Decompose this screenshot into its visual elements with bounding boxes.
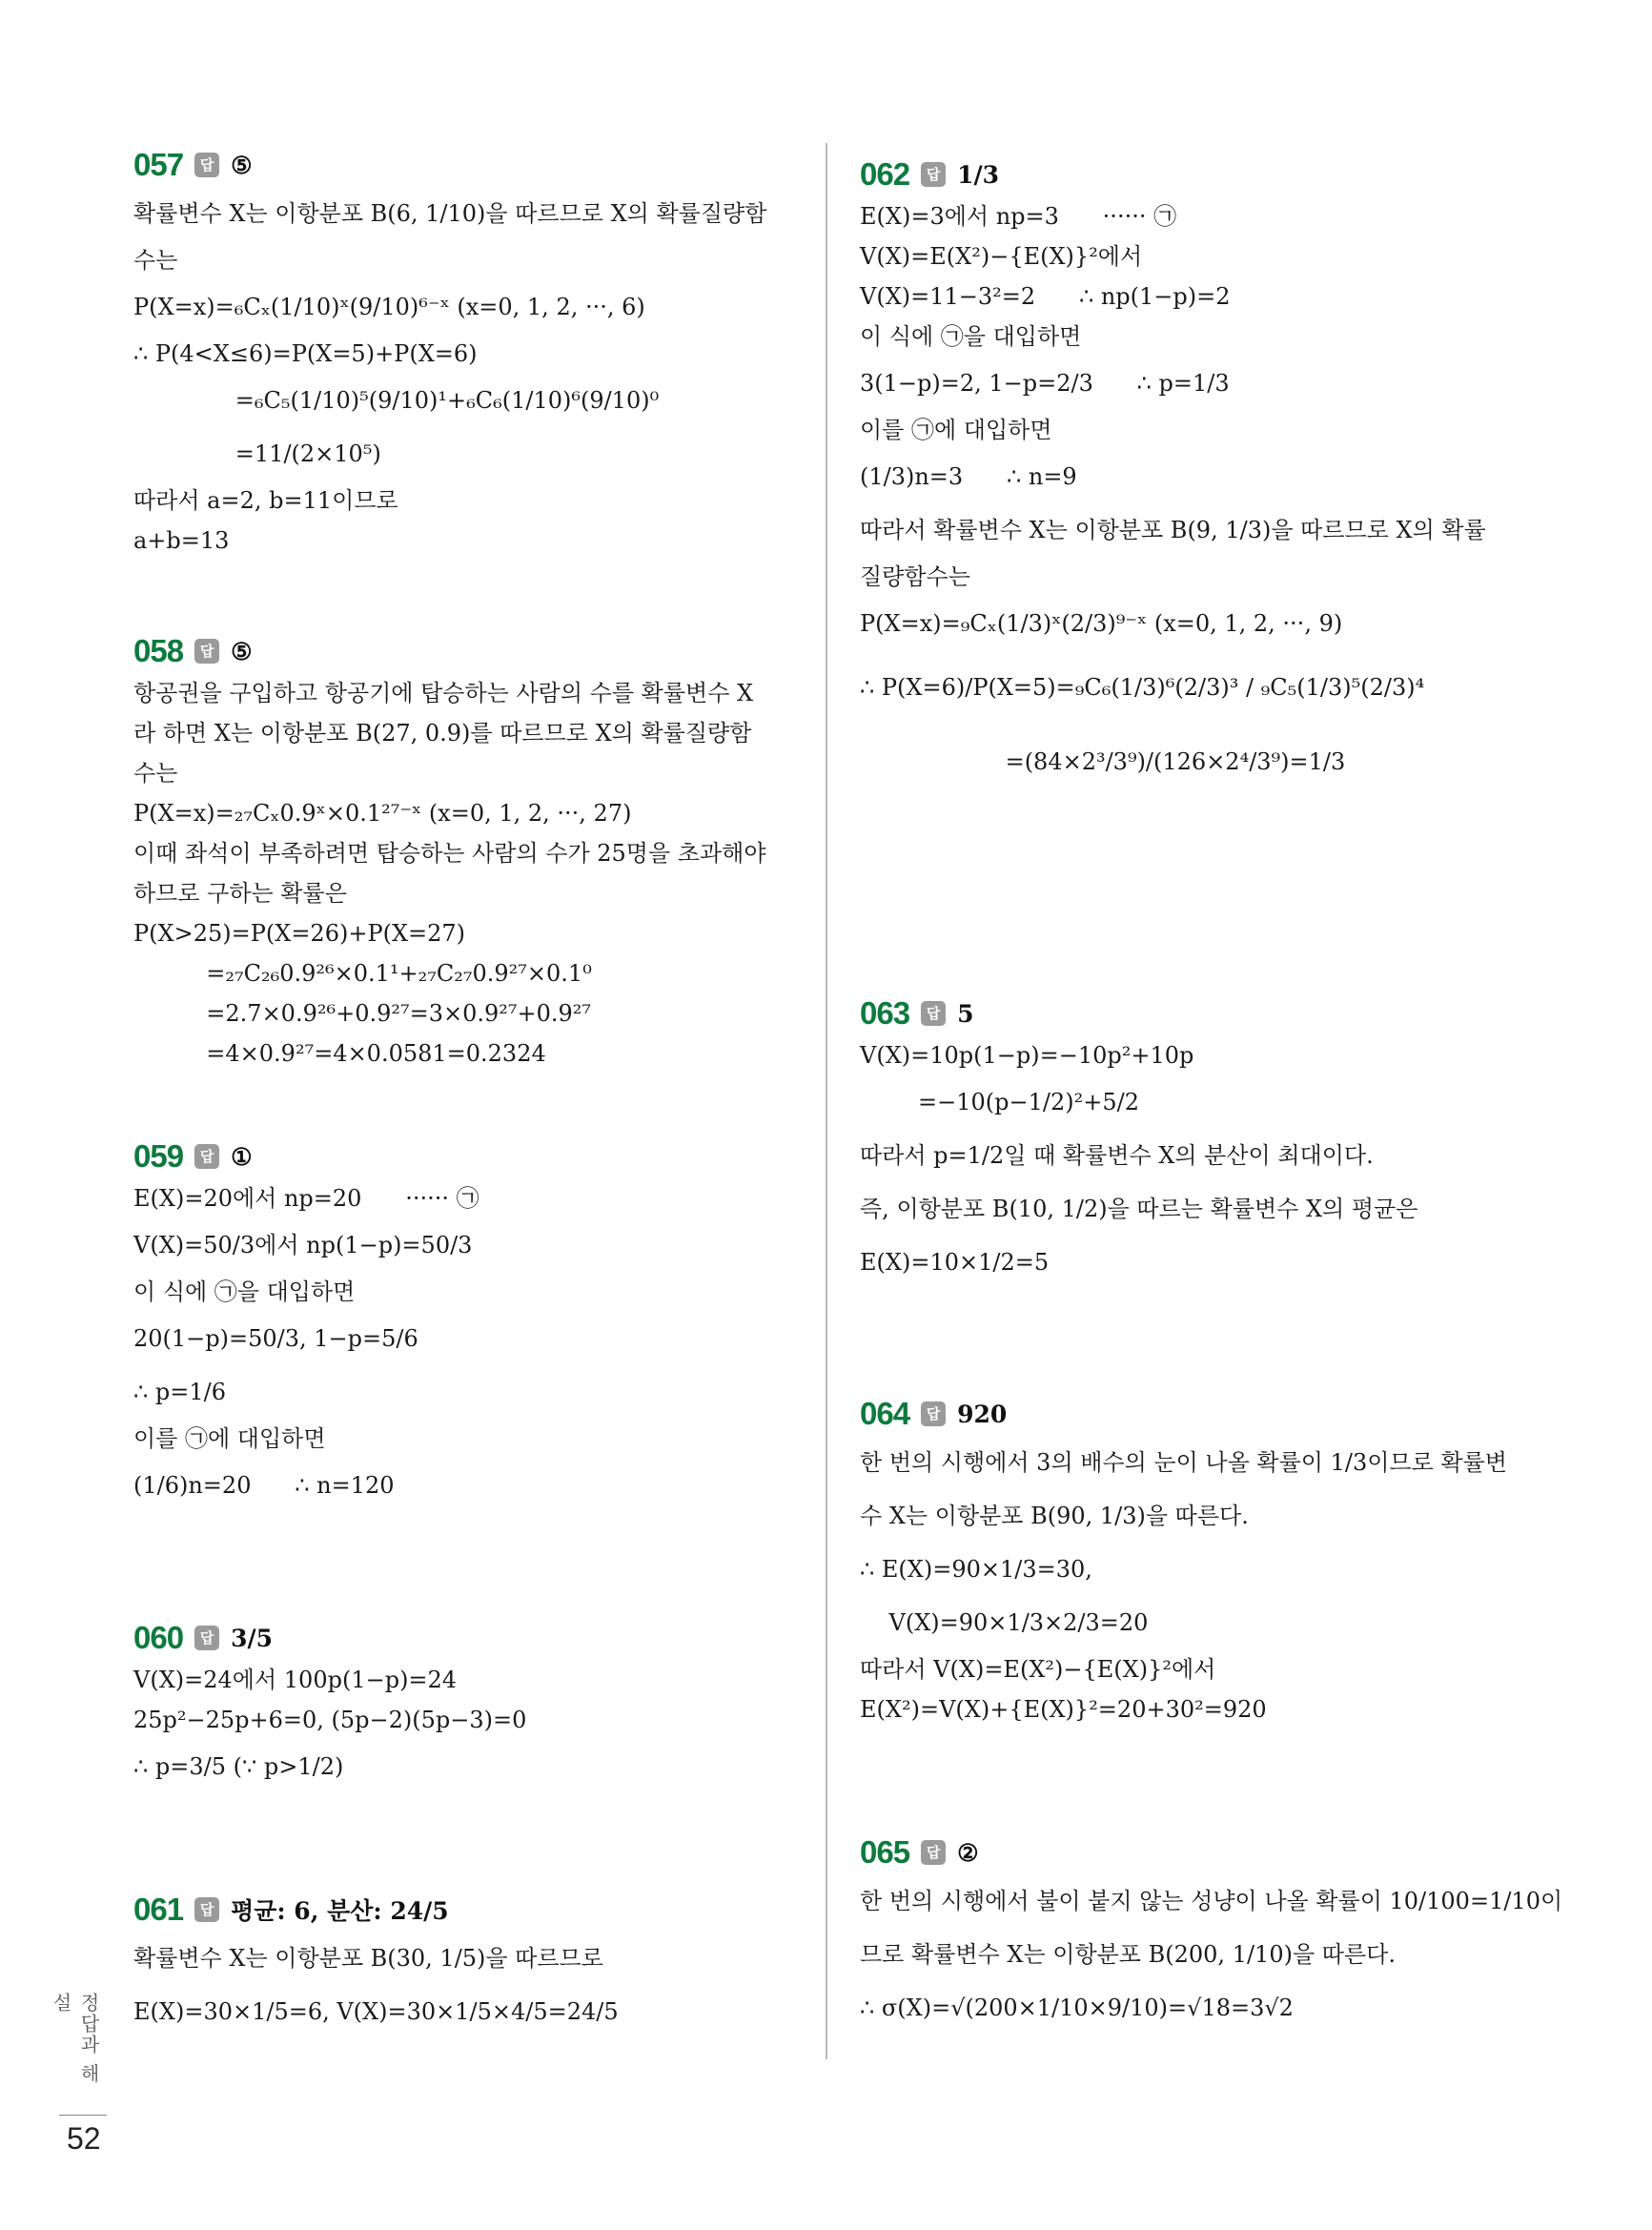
solution-line: ∴ P(4<X≤6)=P(X=5)+P(X=6)	[133, 340, 478, 367]
solution-line: P(X>25)=P(X=26)+P(X=27)	[133, 920, 466, 947]
answer-value: 1/3	[957, 160, 999, 189]
answer-tag: 답	[194, 1897, 219, 1922]
solution-line: (1/3)n=3 ∴ n=9	[860, 463, 1077, 490]
answer-tag: 답	[921, 1001, 946, 1026]
answer-value: 평균: 6, 분산: 24/5	[231, 1897, 449, 1925]
solution-line: ∴ σ(X)=√(200×1/10×9/10)=√18=3√2	[860, 1995, 1294, 2021]
problem-header	[133, 1616, 801, 1660]
problem-number: 061	[133, 1892, 184, 1927]
solution-line: V(X)=10p(1−p)=−10p²+10p	[860, 1042, 1194, 1069]
problem-062	[860, 153, 1527, 799]
answer-value: ⑤	[231, 637, 253, 665]
solution-line: V(X)=90×1/3×2/3=20	[860, 1609, 1149, 1636]
solution-line: 질량함수는	[860, 563, 970, 590]
solution-line: ∴ P(X=6)/P(X=5)=₉C₆(1/3)⁶(2/3)³ / ₉C₅(1/3)⁵(2/3)⁴	[860, 674, 1425, 701]
solution-line: 이 식에 ㉠을 대입하면	[860, 323, 1082, 350]
solution-line: a+b=13	[133, 527, 230, 554]
solution-line: 하므로 구하는 확률은	[133, 880, 347, 907]
problem-065	[860, 1831, 1563, 2035]
solution-line: (1/6)n=20 ∴ n=120	[133, 1472, 395, 1499]
solution-line: 20(1−p)=50/3, 1−p=5/6	[133, 1325, 418, 1352]
problem-057	[133, 143, 801, 561]
problem-number: 063	[860, 995, 910, 1031]
problem-064	[860, 1392, 1527, 1729]
solution-line: 따라서 p=1/2일 때 확률변수 X의 분산이 최대이다.	[860, 1142, 1374, 1169]
solution-line: V(X)=E(X²)−{E(X)}²에서	[860, 243, 1143, 270]
solution-line: =₂₇C₂₆0.9²⁶×0.1¹+₂₇C₂₇0.9²⁷×0.1⁰	[133, 960, 592, 987]
problem-number: 059	[133, 1138, 184, 1174]
solution-line: 수는	[133, 760, 178, 787]
problem-number: 057	[133, 147, 184, 182]
solution-line: 항공권을 구입하고 항공기에 탑승하는 사람의 수를 확률변수 X	[133, 680, 754, 706]
problem-number: 062	[860, 156, 910, 192]
answer-value: ②	[957, 1838, 979, 1867]
solution-line: =−10(p−1/2)²+5/2	[860, 1089, 1139, 1115]
column-divider	[826, 143, 827, 2059]
answer-tag: 답	[194, 639, 219, 664]
side-rule	[59, 2115, 107, 2116]
answer-tag: 답	[194, 153, 219, 177]
problem-number: 060	[133, 1620, 184, 1655]
answer-tag: 답	[194, 1144, 219, 1169]
solution-line: =4×0.9²⁷=4×0.0581=0.2324	[133, 1040, 546, 1067]
solution-line: 따라서 확률변수 X는 이항분포 B(9, 1/3)을 따르므로 X의 확률	[860, 517, 1486, 543]
solution-line: ∴ p=1/6	[133, 1379, 226, 1405]
answer-value: 5	[957, 999, 974, 1028]
solution-line: ∴ E(X)=90×1/3=30,	[860, 1556, 1092, 1583]
problem-063	[860, 992, 1527, 1289]
solution-line: E(X)=30×1/5=6, V(X)=30×1/5×4/5=24/5	[133, 1998, 619, 2025]
problem-header	[133, 1135, 801, 1178]
solution-line: 확률변수 X는 이항분포 B(30, 1/5)을 따르므로	[133, 1945, 603, 1972]
solution-line: V(X)=50/3에서 np(1−p)=50/3	[133, 1232, 473, 1258]
solution-line: 따라서 V(X)=E(X²)−{E(X)}²에서	[860, 1656, 1216, 1683]
solution-line: 이 식에 ㉠을 대입하면	[133, 1279, 356, 1305]
problem-header	[133, 629, 801, 673]
solution-line: 3(1−p)=2, 1−p=2/3 ∴ p=1/3	[860, 370, 1230, 397]
answer-value: ①	[231, 1142, 253, 1171]
problem-058	[133, 629, 801, 1074]
solution-line: 라 하면 X는 이항분포 B(27, 0.9)를 따르므로 X의 확률질량함	[133, 720, 752, 747]
solution-line: E(X²)=V(X)+{E(X)}²=20+30²=920	[860, 1696, 1267, 1723]
problem-header	[133, 143, 801, 187]
answer-value: 3/5	[231, 1624, 273, 1652]
solution-line: 이를 ㉠에 대입하면	[133, 1425, 326, 1452]
solution-line: =₆C₅(1/10)⁵(9/10)¹+₆C₆(1/10)⁶(9/10)⁰	[133, 387, 660, 414]
solution-line: E(X)=20에서 np=20 ······ ㉠	[133, 1185, 479, 1212]
page-number: 52	[67, 2121, 101, 2156]
solution-line: V(X)=11−3²=2 ∴ np(1−p)=2	[860, 283, 1231, 310]
solution-line: V(X)=24에서 100p(1−p)=24	[133, 1667, 458, 1693]
problem-059	[133, 1135, 801, 1512]
answer-tag: 답	[194, 1626, 219, 1650]
solution-line: 즉, 이항분포 B(10, 1/2)을 따르는 확률변수 X의 평균은	[860, 1196, 1418, 1222]
solution-line: P(X=x)=₆Cₓ(1/10)ˣ(9/10)⁶⁻ˣ (x=0, 1, 2, ···, 6)	[133, 294, 645, 320]
solution-line: =2.7×0.9²⁶+0.9²⁷=3×0.9²⁷+0.9²⁷	[133, 1000, 592, 1027]
problem-061	[133, 1888, 801, 2038]
solution-line: =11/(2×10⁵)	[133, 440, 381, 467]
solution-line: 한 번의 시행에서 불이 붙지 않는 성냥이 나올 확률이 10/100=1/10이	[860, 1888, 1563, 1914]
answer-value: 920	[957, 1400, 1008, 1428]
problem-number: 064	[860, 1396, 910, 1431]
answer-tag: 답	[921, 1840, 946, 1865]
problem-header	[860, 1831, 1527, 1874]
solution-line: 확률변수 X는 이항분포 B(6, 1/10)을 따르므로 X의 확률질량함	[133, 200, 767, 227]
problem-header	[860, 153, 1527, 196]
problem-header	[860, 992, 1527, 1035]
solution-line: =(84×2³/3⁹)/(126×2⁴/3⁹)=1/3	[860, 748, 1346, 775]
problem-number: 058	[133, 633, 184, 668]
solution-line: E(X)=3에서 np=3 ······ ㉠	[860, 203, 1177, 230]
solution-line: P(X=x)=₉Cₓ(1/3)ˣ(2/3)⁹⁻ˣ (x=0, 1, 2, ···, 9)	[860, 610, 1343, 637]
solution-line: 한 번의 시행에서 3의 배수의 눈이 나올 확률이 1/3이므로 확률변	[860, 1449, 1507, 1476]
solution-line: 수는	[133, 247, 178, 274]
solution-line: 이때 좌석이 부족하려면 탑승하는 사람의 수가 25명을 초과해야	[133, 840, 766, 867]
answer-tag: 답	[921, 162, 946, 187]
answer-value: ⑤	[231, 151, 253, 179]
solution-line: 따라서 a=2, b=11이므로	[133, 487, 398, 514]
problem-header	[133, 1888, 801, 1932]
solution-line: P(X=x)=₂₇Cₓ0.9ˣ×0.1²⁷⁻ˣ (x=0, 1, 2, ···, 27)	[133, 800, 632, 827]
problem-number: 065	[860, 1834, 910, 1870]
section-side-label: 정답과 해설	[50, 1993, 100, 2085]
solution-line: 25p²−25p+6=0, (5p−2)(5p−3)=0	[133, 1707, 527, 1733]
solution-line: 수 X는 이항분포 B(90, 1/3)을 따른다.	[860, 1503, 1249, 1529]
solution-line: 이를 ㉠에 대입하면	[860, 417, 1052, 443]
problem-header	[860, 1392, 1527, 1436]
solution-line: ∴ p=3/5 (∵ p>1/2)	[133, 1753, 344, 1780]
solution-line: E(X)=10×1/2=5	[860, 1249, 1050, 1276]
solution-line: 므로 확률변수 X는 이항분포 B(200, 1/10)을 따른다.	[860, 1941, 1396, 1968]
problem-060	[133, 1616, 801, 1793]
answer-tag: 답	[921, 1401, 946, 1426]
